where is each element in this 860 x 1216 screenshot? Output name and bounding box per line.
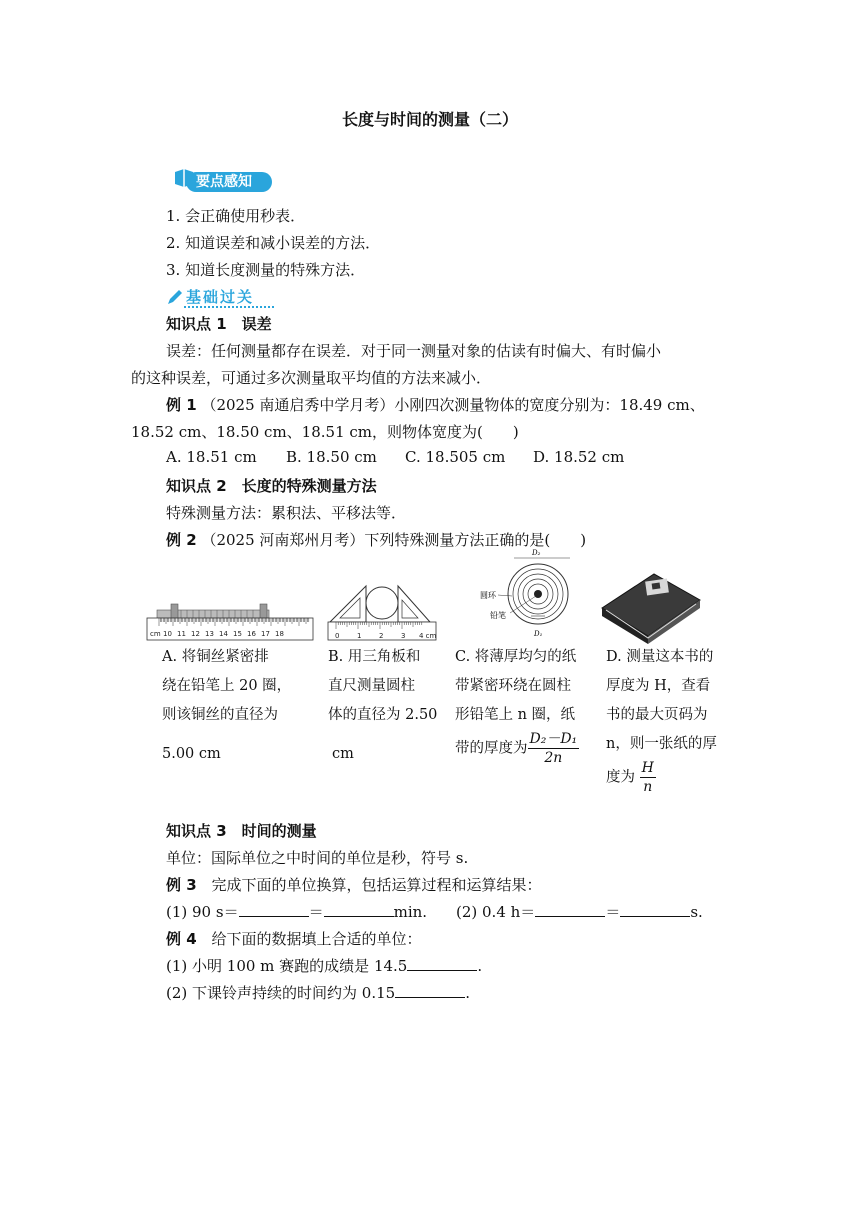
tick-label: 16: [247, 630, 256, 638]
option-d: D. 18.52 cm: [533, 448, 625, 466]
option-a: A. 18.51 cm: [166, 448, 257, 466]
answer-blank[interactable]: [535, 902, 605, 917]
paragraph: 的这种误差，可通过多次测量取平均值的方法来减小．: [131, 369, 492, 387]
option-a: A. 将铜丝紧密排 绕在铅笔上 20 圈， 则该铜丝的直径为 5.00 cm: [162, 649, 292, 762]
fraction: $\frac{H}{n}$: [641, 760, 654, 795]
question-2: (2) 0.4 h＝ ＝ s.: [456, 903, 703, 921]
list-item: 1. 会正确使用秒表．: [166, 207, 306, 225]
d1-label: D₁: [534, 630, 543, 638]
question-1: (1) 90 s＝ ＝ min.: [166, 903, 428, 921]
example-label: 例 1: [166, 396, 197, 414]
example-text: 完成下面的单位换算，包括运算过程和运算结果：: [211, 876, 542, 894]
ring-label: 圆环: [480, 591, 496, 600]
paragraph: 特殊测量方法：累积法、平移法等．: [166, 504, 407, 522]
section-badge-basics: [166, 286, 276, 308]
answer-blank[interactable]: [407, 956, 477, 971]
tick-label: 2: [379, 632, 384, 640]
tick-label: 15: [233, 630, 242, 638]
book-figure: [594, 564, 704, 644]
pencil-icon: [166, 288, 184, 306]
heading-k2: 知识点 2 长度的特殊测量方法: [166, 477, 377, 495]
divider: [184, 306, 274, 308]
option-d: D. 测量这本书的 厚度为 H，查看 书的最大页码为 n，则一张纸的厚 度为 $\frac{H}{n}$: [606, 649, 717, 795]
option-b: B. 用三角板和 直尺测量圆柱 体的直径为 2.50 cm: [328, 649, 438, 762]
tick-label: 4 cm: [419, 632, 437, 640]
example-label: 例 4: [166, 930, 197, 948]
example-text: （2025 河南郑州月考）下列特殊测量方法正确的是( ): [201, 531, 587, 549]
option-c: C. 将薄厚均匀的纸 带紧密环绕在圆柱 形铅笔上 n 圈，纸 带的厚度为 $\frac{\text{D₂－D₁}}{2n}$: [455, 649, 578, 766]
tick-label: 11: [177, 630, 186, 638]
question-2: (2) 下课铃声持续的时间约为 0.15 .: [166, 984, 470, 1002]
section-label: 基础过关: [186, 288, 255, 306]
tick-label: 17: [261, 630, 270, 638]
answer-blank[interactable]: [324, 902, 394, 917]
example-text: （2025 南通启秀中学月考）小刚四次测量物体的宽度分别为：18.49 cm、: [201, 396, 705, 414]
paragraph: 误差：任何测量都存在误差．对于同一测量对象的估读有时偏大、有时偏小: [166, 342, 662, 360]
tick-label: 10: [163, 630, 172, 638]
question-1: (1) 小明 100 m 赛跑的成绩是 14.5 .: [166, 957, 483, 975]
option-c: C. 18.505 cm: [405, 448, 506, 466]
d2-label: D₂: [532, 549, 541, 557]
paper-roll-figure: [476, 546, 576, 642]
heading-k1: 知识点 1 误差: [166, 315, 272, 333]
tick-label: 13: [205, 630, 214, 638]
tick-label: 3: [401, 632, 406, 640]
answer-blank[interactable]: [395, 983, 465, 998]
tick-label: 1: [357, 632, 362, 640]
list-item: 3. 知道长度测量的特殊方法．: [166, 261, 366, 279]
page-title: 长度与时间的测量（二）: [341, 110, 518, 129]
paragraph: 单位：国际单位之中时间的单位是秒，符号 s.: [166, 849, 469, 867]
list-item: 2. 知道误差和减小误差的方法．: [166, 234, 381, 252]
answer-blank[interactable]: [620, 902, 690, 917]
example-label: 例 2: [166, 531, 197, 549]
heading-k3: 知识点 3 时间的测量: [166, 822, 317, 840]
tick-label: 0: [335, 632, 340, 640]
fraction: $\frac{\text{D₂－D₁}}{2n}$: [529, 731, 578, 766]
triangle-cylinder-figure: [326, 578, 438, 643]
example-text: 给下面的数据填上合适的单位：: [211, 930, 422, 948]
example-text: 18.52 cm、18.50 cm、18.51 cm，则物体宽度为( ): [131, 423, 519, 441]
tick-label: 12: [191, 630, 200, 638]
pencil-label: 铅笔: [490, 611, 506, 620]
answer-blank[interactable]: [239, 902, 309, 917]
option-b: B. 18.50 cm: [286, 448, 377, 466]
tick-label: cm: [150, 630, 161, 638]
section-badge-key-points: [172, 170, 272, 192]
tick-label: 14: [219, 630, 228, 638]
ruler-coil-figure: [145, 598, 315, 643]
tick-label: 18: [275, 630, 284, 638]
example-label: 例 3: [166, 876, 197, 894]
section-label: 要点感知: [186, 172, 272, 192]
